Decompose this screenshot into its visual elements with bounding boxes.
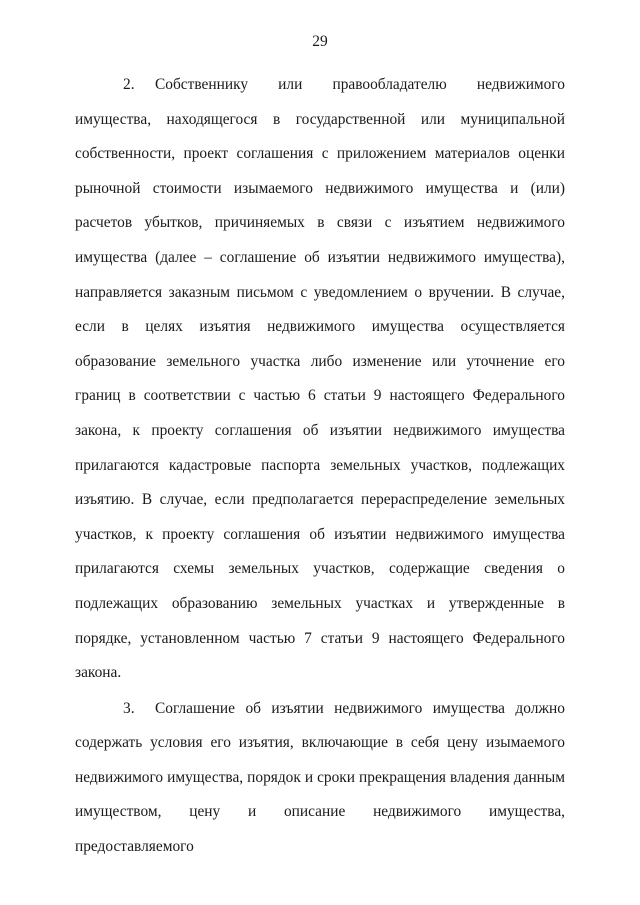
- page-number: 29: [312, 33, 328, 50]
- paragraph-text: Собственнику или правообладателю недвижимого имущества, находящегося в государственной или муниципальной собственности, проект соглашения с приложением материалов оценки рыночной стоимости изымаемого недвижимого имущества и (или) расчетов убытков, причиняемых в связи с изъятием недвижимого имущества (далее – соглашение об изъятии недвижимого имущества), направляется заказным письмом с уведомлением о вручении. В случае, если в целях изъятия недвижимого имущества осуществляется образование земельного участка либо изменение или уточнение его границ в соответствии с частью 6 статьи 9 настоящего Федерального закона, к проекту соглашения об изъятии недвижимого имущества прилагаются кадастровые паспорта земельных участков, подлежащих изъятию. В случае, если предполагается перераспределение земельных участков, к проекту соглашения об изъятии недвижимого имущества прилагаются схемы земельных участков, содержащие сведения о подлежащих образованию земельных участках и утвержденные в порядке, установленном частью 7 статьи 9 настоящего Федерального закона.: [75, 76, 565, 682]
- paragraph-text: Соглашение об изъятии недвижимого имущества должно содержать условия его изъятия, включающие в себя цену изымаемого недвижимого имущества, порядок и сроки прекращения владения данным имуществом, цену и описание недвижимого имущества, предоставляемого: [75, 699, 565, 856]
- paragraph-3: [75, 692, 565, 865]
- paragraph-2: [75, 68, 565, 691]
- paragraph-number: 2.: [123, 76, 135, 93]
- document-body: [75, 68, 565, 865]
- paragraph-number: 3.: [123, 699, 135, 717]
